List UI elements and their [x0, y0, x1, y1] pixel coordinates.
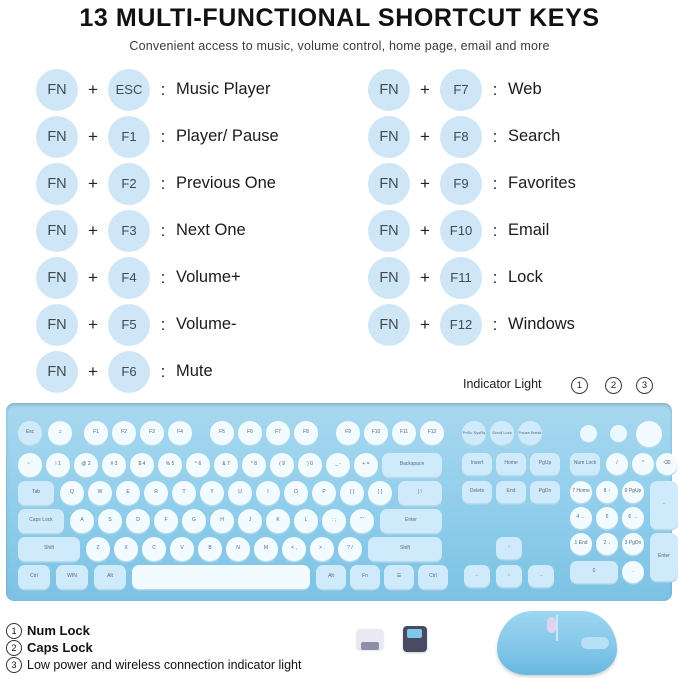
- key-f1: F1: [84, 421, 108, 445]
- key-3: # 3: [102, 453, 126, 477]
- key-a: A: [70, 509, 94, 533]
- key-f8: F8: [294, 421, 318, 445]
- colon-symbol: :: [160, 79, 166, 99]
- key-alt-right: Alt: [316, 565, 346, 589]
- key-f3: F3: [140, 421, 164, 445]
- key-numpad-2: 2 ↓: [596, 533, 618, 555]
- key-f7: F7: [266, 421, 290, 445]
- key-w: W: [88, 481, 112, 505]
- key-shift-right: Shift: [368, 537, 442, 561]
- key-pause-break: Pause Break: [518, 421, 542, 445]
- key-k: K: [266, 509, 290, 533]
- key-end: End: [496, 481, 526, 503]
- key-backslash: | \: [398, 481, 442, 505]
- legend-label: Caps Lock: [27, 640, 93, 655]
- key-backspace: Backspace: [382, 453, 442, 477]
- shortcut-action-label: Email: [508, 221, 550, 239]
- key-t: T: [172, 481, 196, 505]
- key-f6: F6: [238, 421, 262, 445]
- shortcut-action-label: Previous One: [176, 174, 276, 192]
- key-f4: F4: [168, 421, 192, 445]
- fn-keycap: FN: [368, 257, 410, 299]
- colon-symbol: :: [492, 126, 498, 146]
- function-keycap: F9: [440, 163, 482, 205]
- mouse-side-button: [581, 637, 609, 649]
- colon-symbol: :: [160, 126, 166, 146]
- fn-keycap: FN: [368, 163, 410, 205]
- legend-list: [6, 622, 301, 673]
- key-o: O: [284, 481, 308, 505]
- key-9: ( 9: [270, 453, 294, 477]
- key-r: R: [144, 481, 168, 505]
- page-title: 13 MULTI-FUNCTIONAL SHORTCUT KEYS: [79, 4, 600, 32]
- fn-keycap: FN: [36, 69, 78, 111]
- shortcut-row: [0, 66, 679, 113]
- plus-symbol: +: [420, 314, 430, 334]
- function-keycap: F3: [108, 210, 150, 252]
- key-slash: ? /: [338, 537, 362, 561]
- key-j: J: [238, 509, 262, 533]
- legend-number: 2: [6, 640, 22, 656]
- key-f: F: [154, 509, 178, 533]
- key-numpad-enter: Enter: [650, 533, 678, 581]
- legend-label: Low power and wireless connection indicator light: [27, 657, 302, 672]
- keyboard-keys: [14, 409, 671, 593]
- legend-item: [6, 622, 301, 639]
- shortcut-action-label: Mute: [176, 362, 213, 380]
- key-numpad-divide: /: [606, 453, 628, 475]
- key-equals: + =: [354, 453, 378, 477]
- colon-symbol: :: [160, 314, 166, 334]
- legend-number: 3: [6, 657, 22, 673]
- shortcut-row: [0, 160, 679, 207]
- key-numpad-9: 9 PgUp: [622, 481, 644, 503]
- shortcut-action-label: Player/ Pause: [176, 127, 279, 145]
- key-numpad-plus: -: [650, 481, 678, 529]
- key-f9: F9: [336, 421, 360, 445]
- fn-keycap: FN: [36, 163, 78, 205]
- key-arrow-up: ↑: [496, 537, 522, 559]
- key-enter: Enter: [380, 509, 442, 533]
- key-g: G: [182, 509, 206, 533]
- key-ctrl-left: Ctrl: [18, 565, 50, 589]
- function-keycap: F7: [440, 69, 482, 111]
- key-f5: F5: [210, 421, 234, 445]
- key-numpad-backspace: ⌫: [656, 453, 678, 475]
- key-esc: Esc: [18, 421, 42, 445]
- legend-number: 1: [6, 623, 22, 639]
- function-keycap: ESC: [108, 69, 150, 111]
- usb-receiver-2: [403, 626, 427, 652]
- fn-keycap: FN: [368, 116, 410, 158]
- key-m: M: [254, 537, 278, 561]
- shortcut-action-label: Windows: [508, 315, 575, 333]
- shortcut-action-label: Next One: [176, 221, 246, 239]
- function-keycap: F5: [108, 304, 150, 346]
- key-f12: F12: [420, 421, 444, 445]
- key-h: H: [210, 509, 234, 533]
- key-numpad-1: 1 End: [570, 533, 592, 555]
- shortcut-row: [0, 301, 679, 348]
- key-minus: _ -: [326, 453, 350, 477]
- function-keycap: F2: [108, 163, 150, 205]
- legend-item: [6, 639, 301, 656]
- key-0: ) 0: [298, 453, 322, 477]
- key-p: P: [312, 481, 336, 505]
- key-alt-left: Alt: [94, 565, 126, 589]
- key-pgdn: PgDn: [530, 481, 560, 503]
- colon-symbol: :: [492, 79, 498, 99]
- colon-symbol: :: [492, 220, 498, 240]
- key-caps-lock: Caps Lock: [18, 509, 64, 533]
- plus-symbol: +: [88, 314, 98, 334]
- colon-symbol: :: [160, 173, 166, 193]
- key-ctrl-right: Ctrl: [418, 565, 448, 589]
- plus-symbol: +: [88, 361, 98, 381]
- fn-keycap: FN: [368, 210, 410, 252]
- key-x: X: [114, 537, 138, 561]
- shortcut-row: [0, 113, 679, 160]
- shortcut-action-label: Favorites: [508, 174, 576, 192]
- key-arrow-down: ↓: [496, 565, 522, 587]
- key-numpad-3: 3 PgDn: [622, 533, 644, 555]
- shortcut-action-label: Search: [508, 127, 561, 145]
- key-semicolon: : ;: [322, 509, 346, 533]
- key-d: D: [126, 509, 150, 533]
- indicator-mark-2: 2: [605, 377, 622, 394]
- fn-keycap: FN: [36, 304, 78, 346]
- key-f10: F10: [364, 421, 388, 445]
- shortcut-row: [0, 254, 679, 301]
- key-numpad-4: 4 ←: [570, 507, 592, 529]
- key-s: S: [98, 509, 122, 533]
- mouse-seam: [556, 615, 558, 641]
- function-keycap: F4: [108, 257, 150, 299]
- function-keycap: F10: [440, 210, 482, 252]
- key-e: E: [116, 481, 140, 505]
- legend-item: [6, 656, 301, 673]
- key-c: C: [142, 537, 166, 561]
- key-5: % 5: [158, 453, 182, 477]
- key-arrow-left: ←: [464, 565, 490, 587]
- colon-symbol: :: [160, 361, 166, 381]
- key-u: U: [228, 481, 252, 505]
- fn-keycap: FN: [36, 257, 78, 299]
- key-quote: " ': [350, 509, 374, 533]
- indicator-led-1: [580, 425, 597, 442]
- shortcut-action-label: Volume+: [176, 268, 241, 286]
- key-2: @ 2: [74, 453, 98, 477]
- key-fn: Fn: [350, 565, 380, 589]
- function-keycap: F12: [440, 304, 482, 346]
- key-numpad-8: 8 ↑: [596, 481, 618, 503]
- shortcut-row: [0, 348, 340, 395]
- key-4: $ 4: [130, 453, 154, 477]
- page-subtitle: Convenient access to music, volume control, home page, email and more: [129, 39, 550, 53]
- colon-symbol: :: [492, 314, 498, 334]
- key-win: WIN: [56, 565, 88, 589]
- key-f11: F11: [392, 421, 416, 445]
- key-l: L: [294, 509, 318, 533]
- key-menu: ☰: [384, 565, 414, 589]
- key-numpad-6: 6 →: [622, 507, 644, 529]
- key-6: ^ 6: [186, 453, 210, 477]
- keyboard-image: [6, 403, 672, 601]
- key-arrow-right: →: [528, 565, 554, 587]
- key-numpad-multiply: *: [632, 453, 654, 475]
- key-printscreen: PrtSc SysRq: [462, 421, 486, 445]
- key-numpad-7: 7 Home: [570, 481, 592, 503]
- mouse-scroll-wheel: [547, 617, 556, 633]
- plus-symbol: +: [420, 267, 430, 287]
- colon-symbol: :: [160, 267, 166, 287]
- usb-receiver-1: [357, 629, 383, 649]
- key-q: Q: [60, 481, 84, 505]
- key-tab: Tab: [18, 481, 54, 505]
- key-comma: < ,: [282, 537, 306, 561]
- fn-keycap: FN: [36, 210, 78, 252]
- key-music: ♫: [48, 421, 72, 445]
- indicator-led-2: [610, 425, 627, 442]
- key-insert: Insert: [462, 453, 492, 475]
- shortcut-action-label: Volume-: [176, 315, 237, 333]
- power-key: [636, 421, 662, 447]
- shortcut-row: [0, 207, 679, 254]
- function-keycap: F8: [440, 116, 482, 158]
- function-keycap: F1: [108, 116, 150, 158]
- key-home: Home: [496, 453, 526, 475]
- indicator-mark-1: 1: [571, 377, 588, 394]
- plus-symbol: +: [88, 126, 98, 146]
- key-delete: Delete: [462, 481, 492, 503]
- shortcut-column-right: [0, 66, 679, 348]
- key-n: N: [226, 537, 250, 561]
- function-keycap: F11: [440, 257, 482, 299]
- key-v: V: [170, 537, 194, 561]
- colon-symbol: :: [492, 267, 498, 287]
- key-8: * 8: [242, 453, 266, 477]
- plus-symbol: +: [420, 173, 430, 193]
- key-numpad-0: 0: [570, 561, 618, 583]
- key-backtick: ~ `: [18, 453, 42, 477]
- key-i: I: [256, 481, 280, 505]
- colon-symbol: :: [492, 173, 498, 193]
- key-z: Z: [86, 537, 110, 561]
- key-bracket-left: { [: [340, 481, 364, 505]
- fn-keycap: FN: [36, 351, 78, 393]
- plus-symbol: +: [88, 267, 98, 287]
- wireless-mouse: [497, 611, 617, 675]
- colon-symbol: :: [160, 220, 166, 240]
- key-scroll-lock: Scroll Lock: [490, 421, 514, 445]
- plus-symbol: +: [88, 79, 98, 99]
- plus-symbol: +: [420, 79, 430, 99]
- key-period: > .: [310, 537, 334, 561]
- plus-symbol: +: [88, 220, 98, 240]
- key-7: & 7: [214, 453, 238, 477]
- indicator-light-label: Indicator Light: [463, 377, 542, 391]
- key-pgup: PgUp: [530, 453, 560, 475]
- key-bracket-right: } ]: [368, 481, 392, 505]
- key-b: B: [198, 537, 222, 561]
- function-keycap: F6: [108, 351, 150, 393]
- key-f2: F2: [112, 421, 136, 445]
- shortcut-action-label: Web: [508, 80, 542, 98]
- key-1: ! 1: [46, 453, 70, 477]
- key-shift-left: Shift: [18, 537, 80, 561]
- plus-symbol: +: [420, 126, 430, 146]
- fn-keycap: FN: [368, 304, 410, 346]
- legend-label: Num Lock: [27, 623, 90, 638]
- plus-symbol: +: [88, 173, 98, 193]
- shortcut-action-label: Lock: [508, 268, 543, 286]
- key-space: [132, 565, 310, 589]
- fn-keycap: FN: [36, 116, 78, 158]
- key-num-lock: Num Lock: [570, 453, 600, 475]
- key-numpad-5: 5: [596, 507, 618, 529]
- plus-symbol: +: [420, 220, 430, 240]
- indicator-mark-3: 3: [636, 377, 653, 394]
- shortcut-action-label: Music Player: [176, 80, 271, 98]
- key-numpad-period: .: [622, 561, 644, 583]
- shortcut-list: [0, 66, 679, 395]
- fn-keycap: FN: [368, 69, 410, 111]
- key-y: Y: [200, 481, 224, 505]
